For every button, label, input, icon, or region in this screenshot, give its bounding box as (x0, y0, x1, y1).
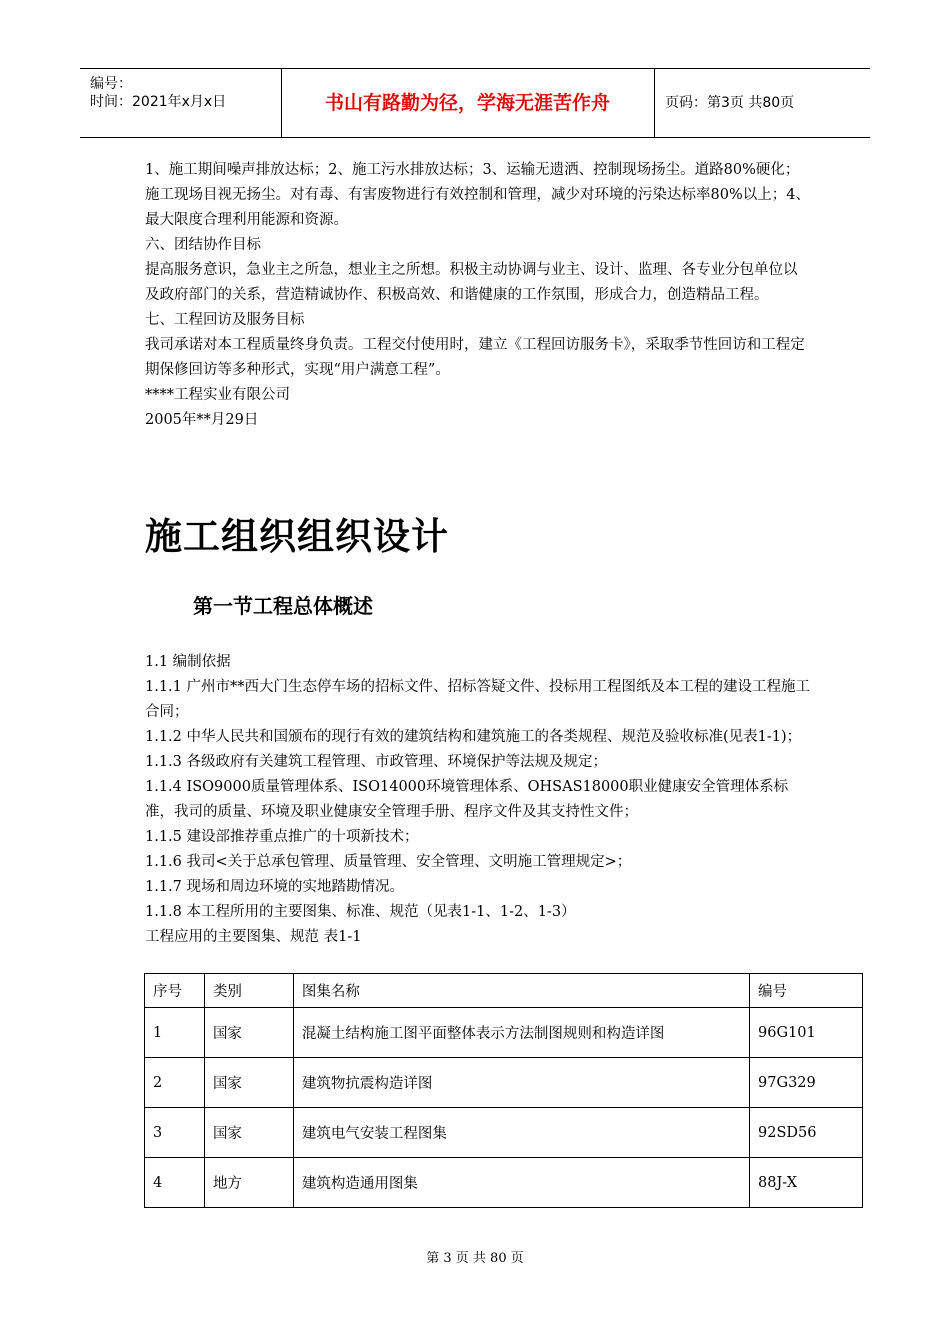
table-row (145, 1108, 863, 1158)
table-cell: 建筑构造通用图集 (293, 1158, 749, 1208)
paragraph: 六、团结协作目标 (145, 237, 261, 253)
page-header (80, 68, 870, 138)
paragraph: 我司承诺对本工程质量终身负责。工程交付使用时，建立《工程回访服务卡》，采取季节性回访和工程定期保修回访等多种形式，实现“用户满意工程”。 (145, 337, 805, 378)
header-meta (80, 69, 282, 137)
paragraph: 1.1.5 建设部推荐重点推广的十项新技术； (145, 829, 419, 845)
table-header-row (145, 974, 863, 1008)
header-motto: 书山有路勤为径，学海无涯苦作舟 (281, 69, 655, 137)
table-cell: 国家 (204, 1058, 293, 1108)
paragraph: 1.1.7 现场和周边环境的实地踏勘情况。 (145, 879, 405, 895)
doc-time-label: 时间：2021年x月x日 (90, 94, 227, 110)
table-cell: 4 (145, 1158, 205, 1208)
table-cell: 92SD56 (750, 1108, 863, 1158)
basis-section (145, 650, 810, 950)
table-cell: 2 (145, 1058, 205, 1108)
paragraph: 提高服务意识，急业主之所急，想业主之所想。积极主动协调与业主、设计、监理、各专业分包单位以及政府部门的关系，营造精诚协作、积极高效、和谐健康的工作氛围，形成合力，创造精品工程。 (145, 262, 798, 303)
paragraph: 七、工程回访及服务目标 (145, 312, 305, 328)
paragraph: 1、施工期间噪声排放达标；2、施工污水排放达标；3、运输无遗洒、控制现场扬尘。道路80%硬化；施工现场目视无扬尘。对有毒、有害废物进行有效控制和管理，减少对环境的污染达标率80%以上；4、最大限度合理利用能源和资源。 (145, 162, 810, 228)
table-cell: 3 (145, 1108, 205, 1158)
table-row (145, 1008, 863, 1058)
main-title: 施工组织组织设计 (145, 515, 449, 558)
column-header: 序号 (145, 974, 205, 1008)
table-row (145, 1058, 863, 1108)
paragraph: 1.1.1 广州市**西大门生态停车场的招标文件、招标答疑文件、投标用工程图纸及本工程的建设工程施工合同； (145, 679, 810, 720)
table-cell: 国家 (204, 1108, 293, 1158)
signature-date: 2005年**月29日 (145, 412, 259, 428)
table-cell: 96G101 (750, 1008, 863, 1058)
paragraph: 1.1.4 ISO9000质量管理体系、ISO14000环境管理体系、OHSAS18000职业健康安全管理体系标准，我司的质量、环境及职业健康安全管理手册、程序文件及其支持性文件； (145, 779, 789, 820)
page-footer: 第 3 页 共 80 页 (426, 1251, 524, 1266)
table-cell: 97G329 (750, 1058, 863, 1108)
table-cell: 混凝土结构施工图平面整体表示方法制图规则和构造详图 (293, 1008, 749, 1058)
paragraph: 1.1.8 本工程所用的主要图集、标准、规范（见表1-1、1-2、1-3） (145, 904, 576, 920)
table-cell: 88J-X (750, 1158, 863, 1208)
company-signature: ****工程实业有限公司 (145, 387, 290, 403)
paragraph: 1.1.6 我司<关于总承包管理、质量管理、安全管理、文明施工管理规定>； (145, 854, 632, 870)
table-cell: 国家 (204, 1008, 293, 1058)
table-cell: 建筑电气安装工程图集 (293, 1108, 749, 1158)
table-row (145, 1158, 863, 1208)
intro-section (145, 158, 810, 433)
column-header: 类别 (204, 974, 293, 1008)
standards-table (144, 973, 863, 1208)
table-cell: 1 (145, 1008, 205, 1058)
doc-number-label: 编号： (90, 76, 132, 92)
paragraph: 1.1 编制依据 (145, 654, 231, 670)
table-cell: 建筑物抗震构造详图 (293, 1058, 749, 1108)
column-header: 编号 (750, 974, 863, 1008)
paragraph: 1.1.3 各级政府有关建筑工程管理、市政管理、环境保护等法规及规定； (145, 754, 608, 770)
table-caption: 工程应用的主要图集、规范 表1-1 (145, 929, 362, 945)
paragraph: 1.1.2 中华人民共和国颁布的现行有效的建筑结构和建筑施工的各类规程、规范及验收标准(见表1-1)； (145, 729, 802, 745)
header-page-info: 页码：第3页 共80页 (665, 95, 795, 111)
column-header: 图集名称 (293, 974, 749, 1008)
table-cell: 地方 (204, 1158, 293, 1208)
section-title: 第一节工程总体概述 (193, 594, 373, 618)
